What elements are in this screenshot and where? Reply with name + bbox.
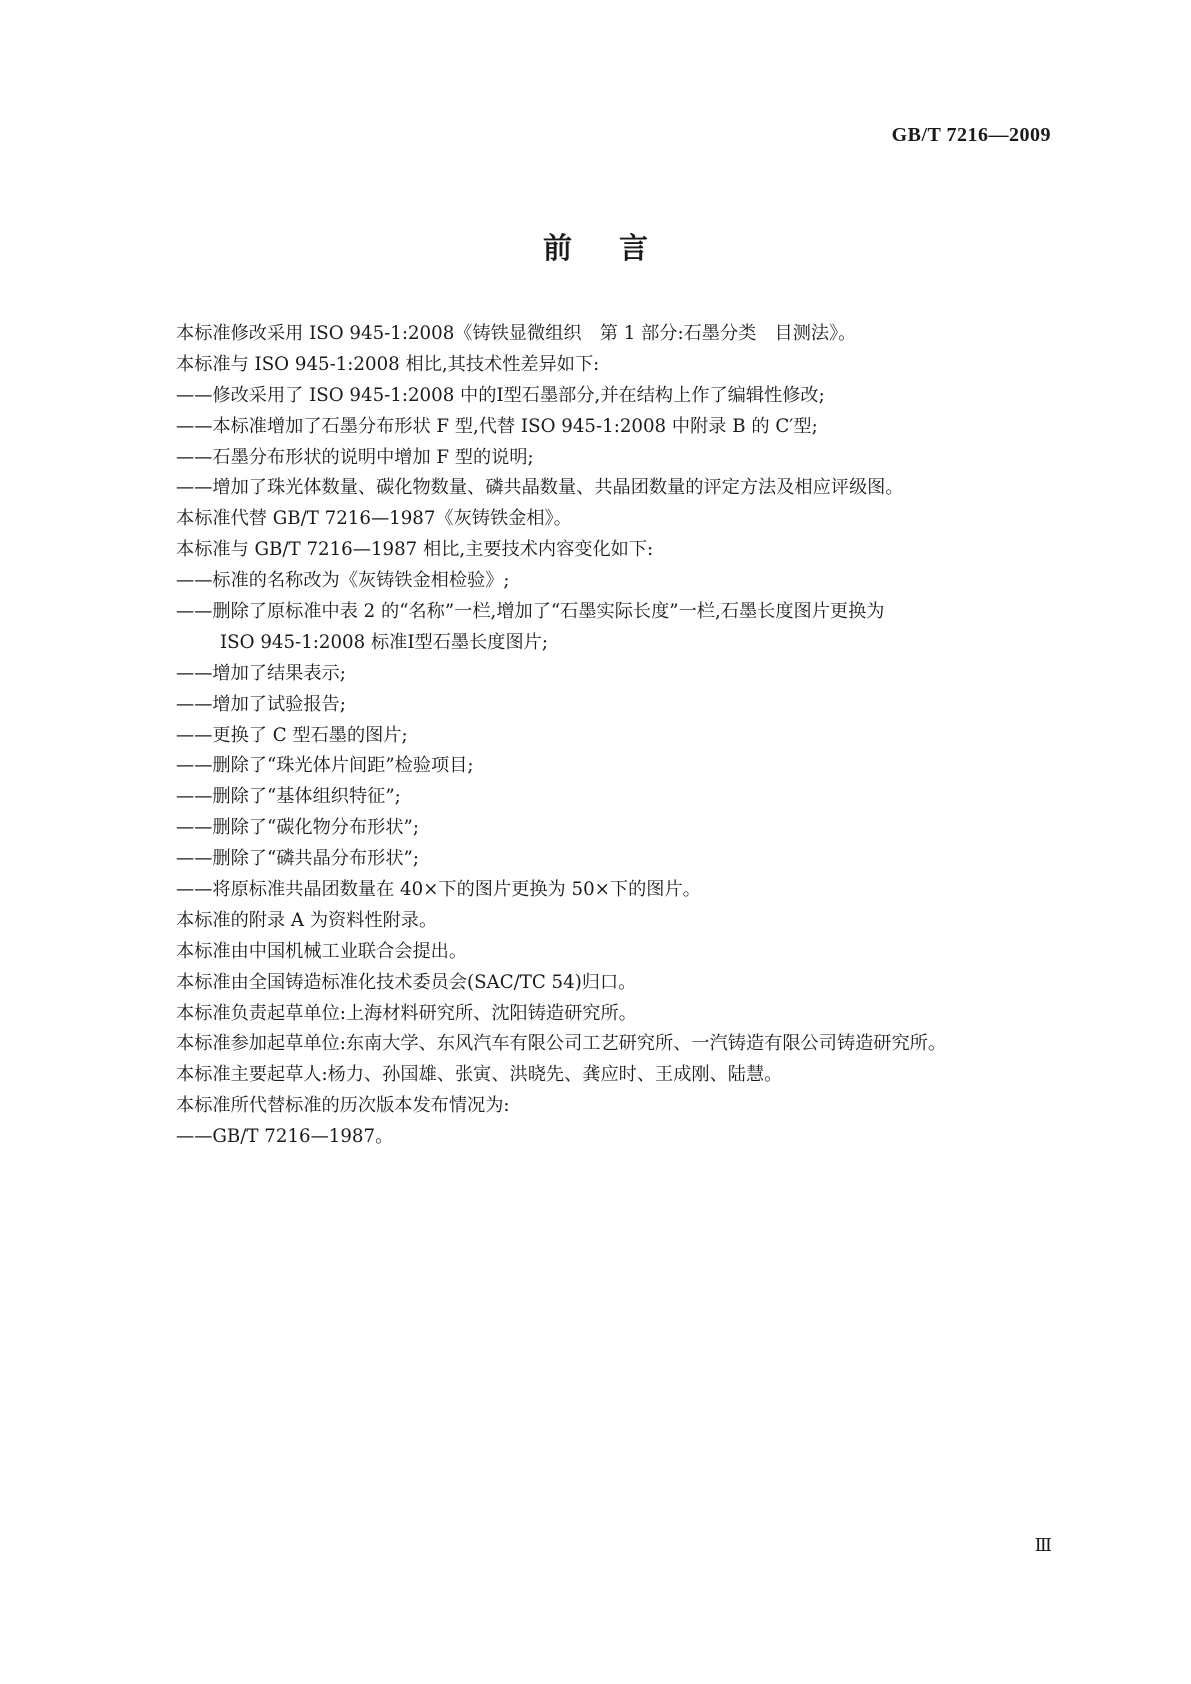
paragraph: 本标准负责起草单位:上海材料研究所、沈阳铸造研究所。 — [176, 1002, 637, 1024]
paragraph: 本标准参加起草单位:东南大学、东风汽车有限公司工艺研究所、一汽铸造有限公司铸造研究所。 — [176, 1033, 947, 1055]
dash-list-item — [176, 690, 1056, 721]
list-item-continuation: ISO 945-1:2008 标准Ⅰ型石墨长度图片; — [220, 631, 548, 653]
foreword-body — [176, 319, 1056, 1153]
dash-list-item — [176, 597, 1056, 628]
dash-mark: —— — [176, 384, 213, 406]
dash-mark: —— — [176, 755, 213, 777]
list-item-text: GB/T 7216—1987。 — [212, 1126, 394, 1148]
dash-list-item — [176, 1122, 1056, 1153]
dash-list-item — [176, 782, 1056, 813]
dash-mark: —— — [176, 570, 213, 592]
dash-list-item — [176, 412, 1056, 443]
paragraph: 本标准代替 GB/T 7216—1987《灰铸铁金相》。 — [176, 508, 572, 530]
standard-code: GB/T 7216—2009 — [891, 124, 1051, 146]
dash-list-item — [176, 721, 1056, 752]
dash-list-item — [176, 844, 1056, 875]
list-item-text: 增加了试验报告; — [212, 693, 346, 715]
list-item-text: 删除了原标准中表 2 的“名称”一栏,增加了“石墨实际长度”一栏,石墨长度图片更换为 — [212, 601, 885, 623]
dash-list-item — [176, 381, 1056, 412]
list-item-text: 删除了“磷共晶分布形状”; — [212, 848, 419, 870]
page-title: 前言 — [542, 231, 695, 265]
list-item-text: 石墨分布形状的说明中增加 F 型的说明; — [212, 446, 534, 468]
dash-mark: —— — [176, 1126, 213, 1148]
paragraph: 本标准所代替标准的历次版本发布情况为: — [176, 1095, 510, 1117]
list-item-text: 本标准增加了石墨分布形状 F 型,代替 ISO 945-1:2008 中附录 B 的 C′型; — [212, 415, 818, 437]
list-item-text: 删除了“碳化物分布形状”; — [212, 817, 419, 839]
dash-list-item — [176, 659, 1056, 690]
paragraph: 本标准的附录 A 为资料性附录。 — [176, 909, 438, 931]
list-item-text: 删除了“珠光体片间距”检验项目; — [212, 755, 474, 777]
paragraph: 本标准主要起草人:杨力、孙国雄、张寅、洪晓先、龚应时、王成刚、陆慧。 — [176, 1064, 783, 1086]
list-item-text: 更换了 C 型石墨的图片; — [212, 724, 408, 746]
paragraph: 本标准与 ISO 945-1:2008 相比,其技术性差异如下: — [176, 353, 600, 375]
dash-list-item — [176, 566, 1056, 597]
paragraph: 本标准与 GB/T 7216—1987 相比,主要技术内容变化如下: — [176, 539, 654, 561]
dash-mark: —— — [176, 848, 213, 870]
paragraph: 本标准修改采用 ISO 945-1:2008《铸铁显微组织 第 1 部分:石墨分类 目测法》。 — [176, 323, 857, 344]
dash-list-item — [176, 751, 1056, 782]
list-item-text: 修改采用了 ISO 945-1:2008 中的Ⅰ型石墨部分,并在结构上作了编辑性修改; — [212, 384, 825, 406]
dash-mark: —— — [176, 662, 213, 684]
list-item-text: 标准的名称改为《灰铸铁金相检验》; — [212, 570, 510, 592]
dash-mark: —— — [176, 601, 213, 623]
dash-list-item — [176, 473, 1056, 504]
dash-mark: —— — [176, 786, 213, 808]
list-item-text: 删除了“基体组织特征”; — [212, 786, 401, 808]
list-item-text: 将原标准共晶团数量在 40×下的图片更换为 50×下的图片。 — [212, 879, 701, 901]
paragraph: 本标准由全国铸造标准化技术委员会(SAC/TC 54)归口。 — [176, 971, 637, 993]
dash-mark: —— — [176, 415, 213, 437]
list-item-text: 增加了珠光体数量、碳化物数量、磷共晶数量、共晶团数量的评定方法及相应评级图。 — [212, 477, 904, 499]
dash-list-item — [176, 443, 1056, 474]
dash-mark: —— — [176, 879, 213, 901]
dash-mark: —— — [176, 446, 213, 468]
list-item-text: 增加了结果表示; — [212, 662, 346, 684]
dash-list-item — [176, 813, 1056, 844]
page-number: Ⅲ — [1034, 1535, 1051, 1555]
dash-mark: —— — [176, 724, 213, 746]
dash-mark: —— — [176, 477, 213, 499]
dash-mark: —— — [176, 817, 213, 839]
dash-list-item — [176, 875, 1056, 906]
dash-mark: —— — [176, 693, 213, 715]
paragraph: 本标准由中国机械工业联合会提出。 — [176, 940, 468, 962]
